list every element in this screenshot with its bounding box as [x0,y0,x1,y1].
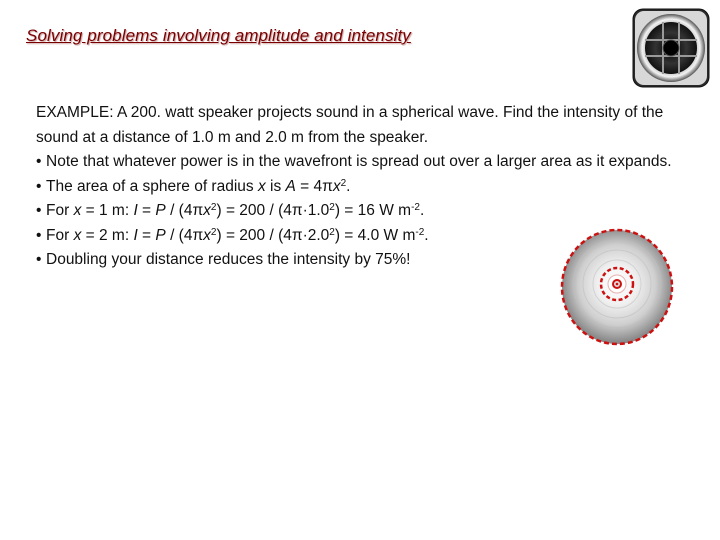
example-statement: EXAMPLE: A 200. watt speaker projects sound in a spherical wave. Find the intensity of the sound at a distance of 1.0 m and 2.0 m from the speaker. [36,104,664,146]
bullet-intensity-2m: • For x = 2 m: $I = P / (4\pi x^2) = 200 / (4\pi\cdot 2.0^2) = 4.0$ W $m^{-2}$. [36,226,429,244]
bullet-conclusion: • Doubling your distance reduces the intensity by 75%! [36,251,411,268]
bullet-wavefront: • Note that whatever power is in the wavefront is spread out over a larger area as it expands. [36,153,672,170]
slide-title: Solving problems involving amplitude and intensity [26,26,411,45]
bullet-sphere-area: • The area of a sphere of radius x is $A = 4\pi x^2$. [36,177,351,195]
bullet-intensity-1m: • For x = 1 m: $I = P / (4\pi x^2) = 200 / (4\pi\cdot 1.0^2) = 16$ W $m^{-2}$. [36,202,425,219]
spherical-wave-diagram [558,226,676,348]
speaker-icon [632,8,710,88]
